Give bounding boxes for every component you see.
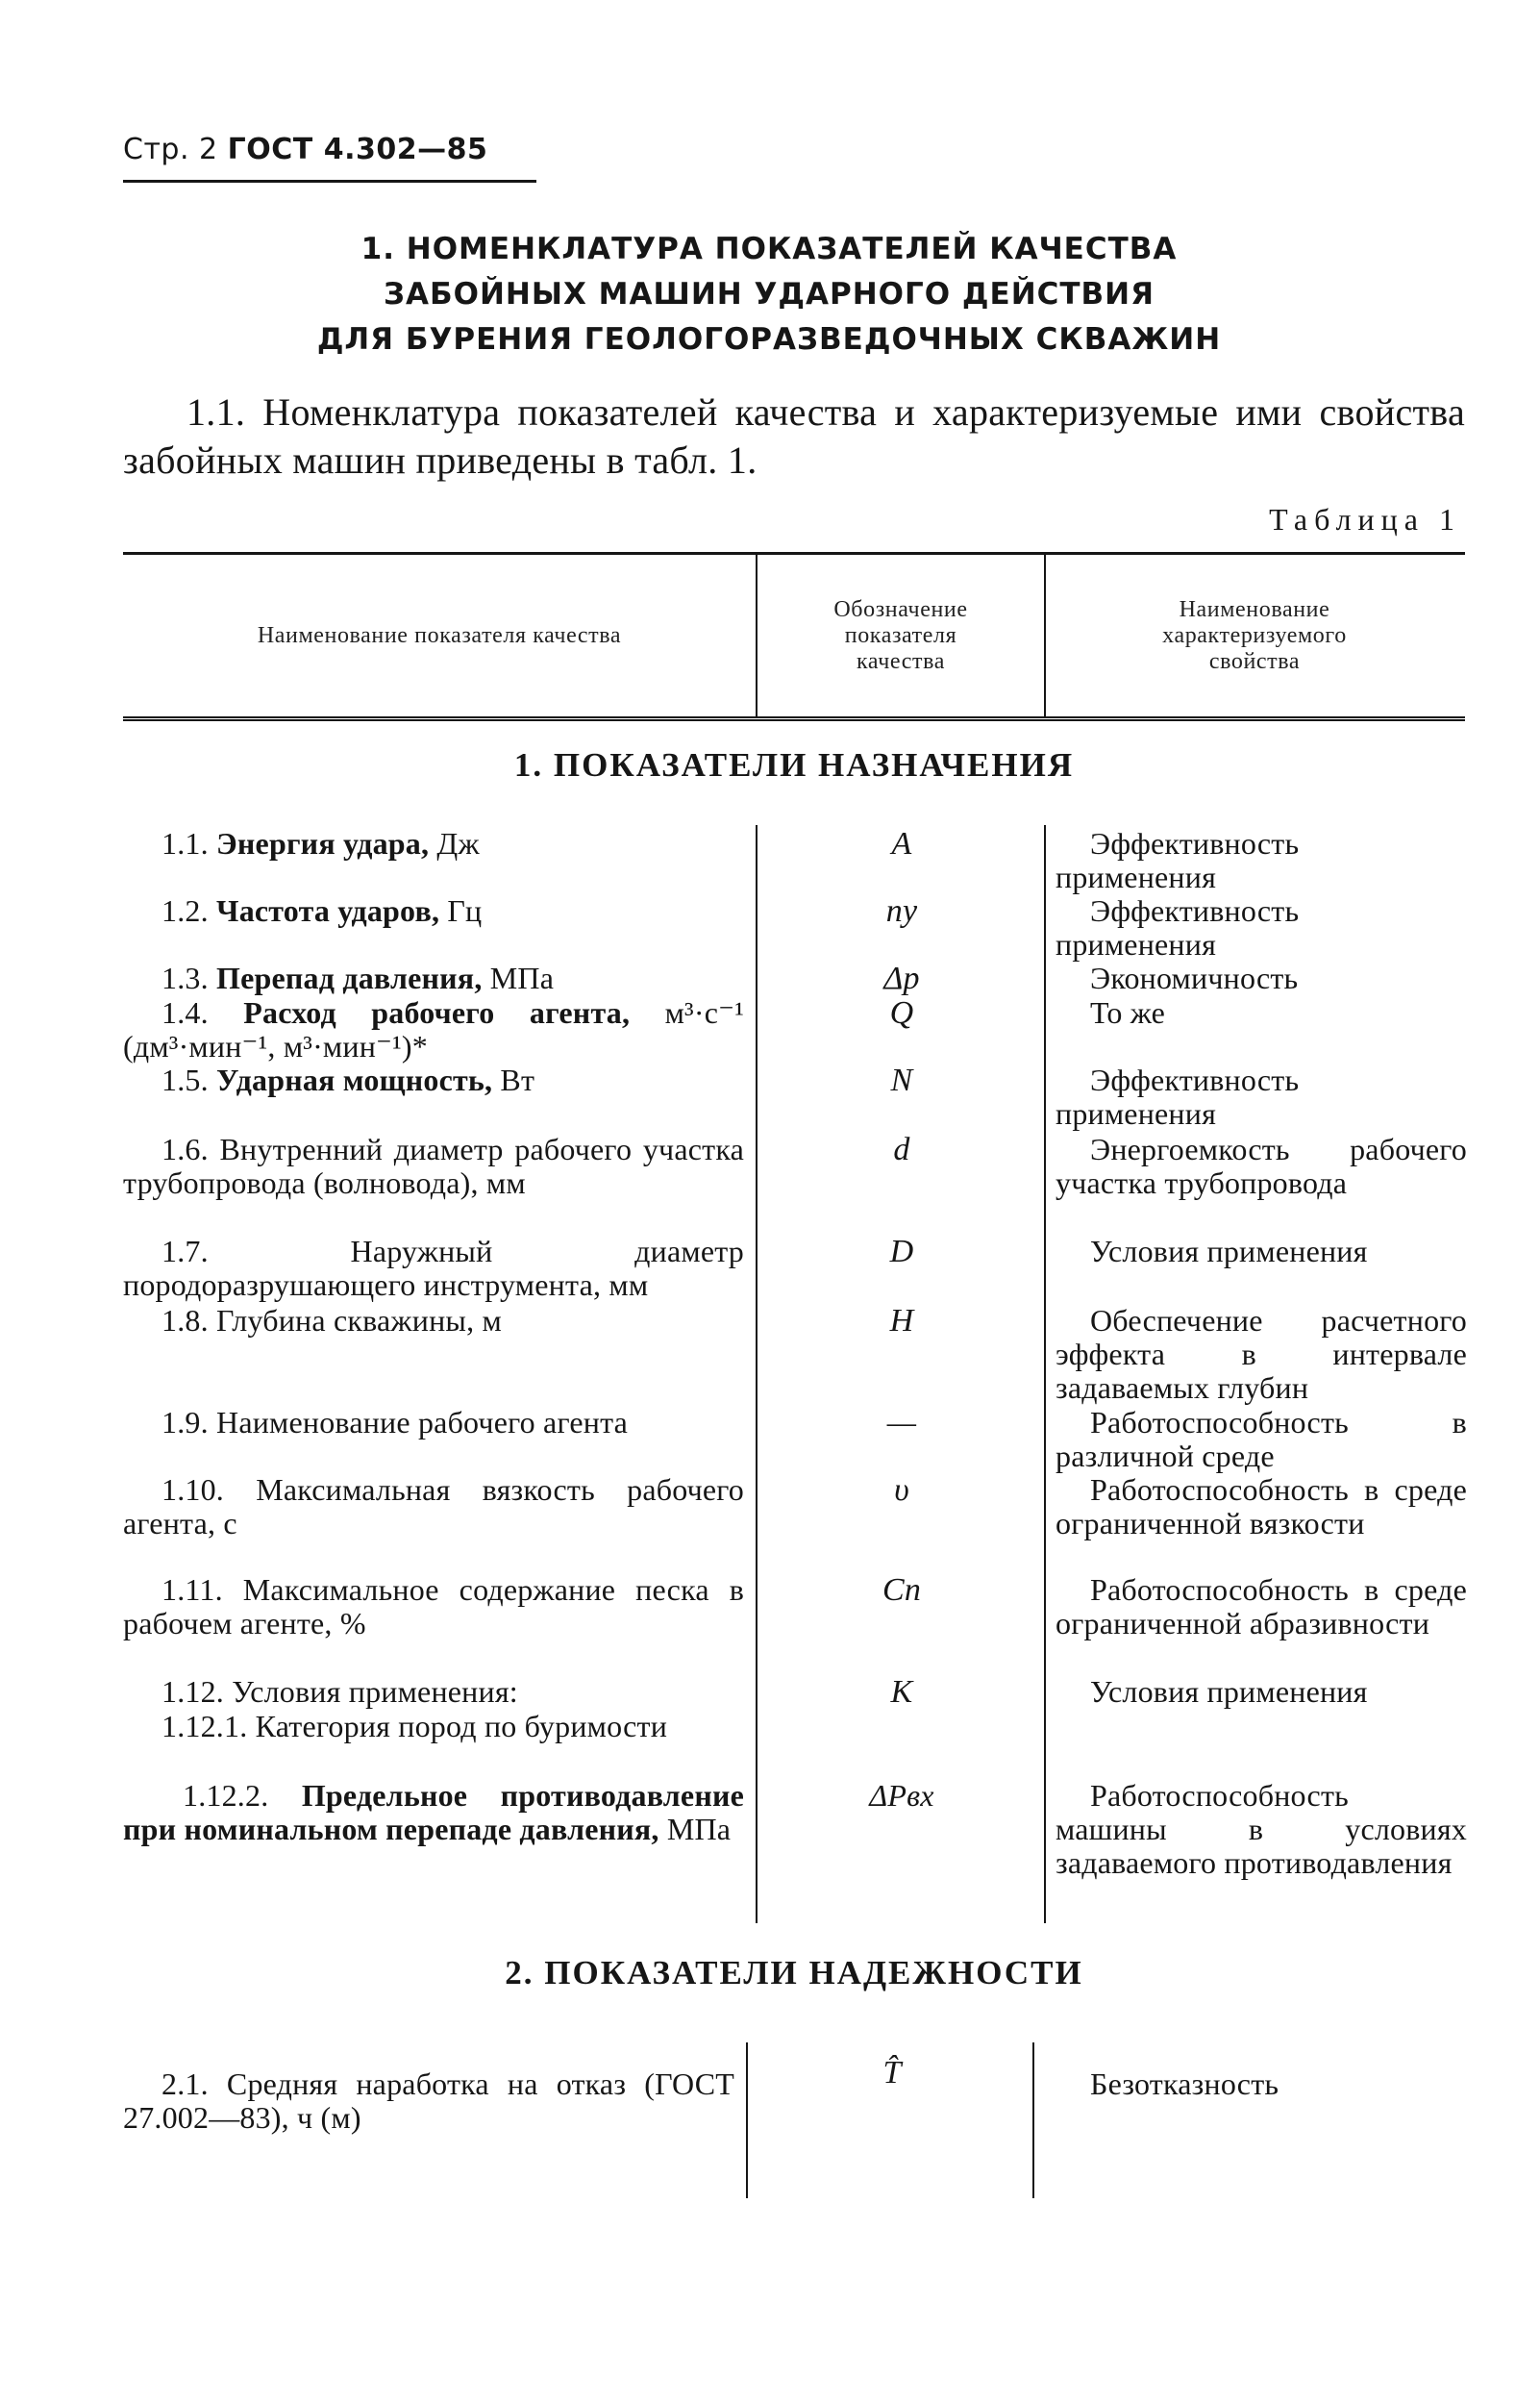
indicator-1-1: 1.1. Энергия удара, Дж [161,826,480,861]
symbol-2-1: T̂ [882,2055,902,2091]
property-1-10: Работоспособность в среде ограниченной вязкости [1056,1472,1467,1540]
indicator-1-5: 1.5. Ударная мощность, Вт [161,1063,535,1097]
indicator-1-12: 1.12. Условия применения: [161,1674,518,1709]
property-2-1: Безотказность [1090,2066,1279,2101]
property-1-3: Экономичность [1090,961,1299,995]
header-property: Наименование характеризуемого свойства [1162,596,1347,674]
running-header [123,133,536,183]
symbol-1-6: d [893,1132,910,1167]
table-label: Таблица 1 [1269,502,1461,537]
property-1-12: Условия применения [1090,1674,1368,1709]
property-1-12-2: Работоспособность машины в условиях задаваемого противодавления [1056,1778,1467,1880]
symbol-1-11: Cп [882,1572,922,1608]
title-line-1: 1. НОМЕНКЛАТУРА ПОКАЗАТЕЛЕЙ КАЧЕСТВА [360,232,1178,266]
intro-paragraph: 1.1. Номенклатура показателей качества и характеризуемые ими свойства забойных машин приведены в табл. 1. [123,390,1465,482]
title-line-2: ЗАБОЙНЫХ МАШИН УДАРНОГО ДЕЙСТВИЯ [383,277,1155,312]
indicator-1-6: 1.6. Внутренний диаметр рабочего участка трубопровода (волновода), мм [123,1132,745,1200]
property-1-11: Работоспособность в среде ограниченной абразивности [1056,1572,1467,1640]
indicator-1-2: 1.2. Частота ударов, Гц [161,893,483,928]
indicator-1-8: 1.8. Глубина скважины, м [161,1303,502,1338]
indicator-1-12-2: 1.12.2. Предельное противодавление при номинальном перепаде давления, МПа [123,1778,745,1846]
symbol-1-5: N [890,1063,913,1098]
standard-number: ГОСТ 4.302—85 [227,133,488,166]
indicator-1-9: 1.9. Наименование рабочего агента [161,1405,629,1440]
symbol-1-3: Δp [883,961,920,996]
page-number: Стр. 2 [123,133,218,166]
symbol-1-2: nу [885,893,918,929]
section-heading-purpose: 1. ПОКАЗАТЕЛИ НАЗНАЧЕНИЯ [513,746,1075,784]
indicator-1-12-1: 1.12.1. Категория пород по буримости [161,1709,668,1743]
property-1-4: То же [1090,995,1166,1030]
symbol-1-4: Q [889,995,914,1031]
indicator-1-11: 1.11. Максимальное содержание песка в рабочем агенте, % [123,1572,745,1640]
property-1-9: Работоспособность в различной среде [1056,1405,1467,1473]
property-1-1: Эффективность применения [1056,826,1300,894]
symbol-1-1: A [891,826,912,862]
title-line-3: ДЛЯ БУРЕНИЯ ГЕОЛОГОРАЗВЕДОЧНЫХ СКВАЖИН [316,322,1222,357]
table-header [123,552,1465,721]
symbol-1-7: D [889,1234,914,1269]
symbol-1-10: υ [894,1472,909,1508]
header-indicator-name: Наименование показателя качества [257,622,622,648]
indicator-1-4: 1.4. Расход рабочего агента, м³·с⁻¹ (дм³·мин⁻¹, м³·мин⁻¹)* [123,995,744,1064]
symbol-1-9: — [886,1405,917,1440]
indicator-2-1: 2.1. Средняя наработка на отказ (ГОСТ 27.002—83), ч (м) [123,2066,734,2135]
header-symbol: Обозначение показателя качества [756,555,1046,716]
property-1-6: Энергоемкость рабочего участка трубопровода [1056,1132,1467,1200]
indicator-1-3: 1.3. Перепад давления, МПа [161,961,555,995]
section-heading-reliability: 2. ПОКАЗАТЕЛИ НАДЕЖНОСТИ [505,1954,1083,1991]
property-1-5: Эффективность применения [1056,1063,1300,1131]
document-title [173,227,1365,363]
property-1-7: Условия применения [1090,1234,1368,1268]
indicator-1-7: 1.7. Наружный диаметр породоразрушающего инструмента, мм [123,1234,745,1302]
property-1-8: Обеспечение расчетного эффекта в интервале задаваемых глубин [1056,1303,1467,1405]
symbol-1-8: H [889,1303,914,1339]
property-1-2: Эффективность применения [1056,893,1300,962]
indicator-1-10: 1.10. Максимальная вязкость рабочего агента, с [123,1472,745,1540]
symbol-1-12-2: ΔPвх [869,1778,934,1813]
symbol-1-12: K [890,1674,913,1710]
